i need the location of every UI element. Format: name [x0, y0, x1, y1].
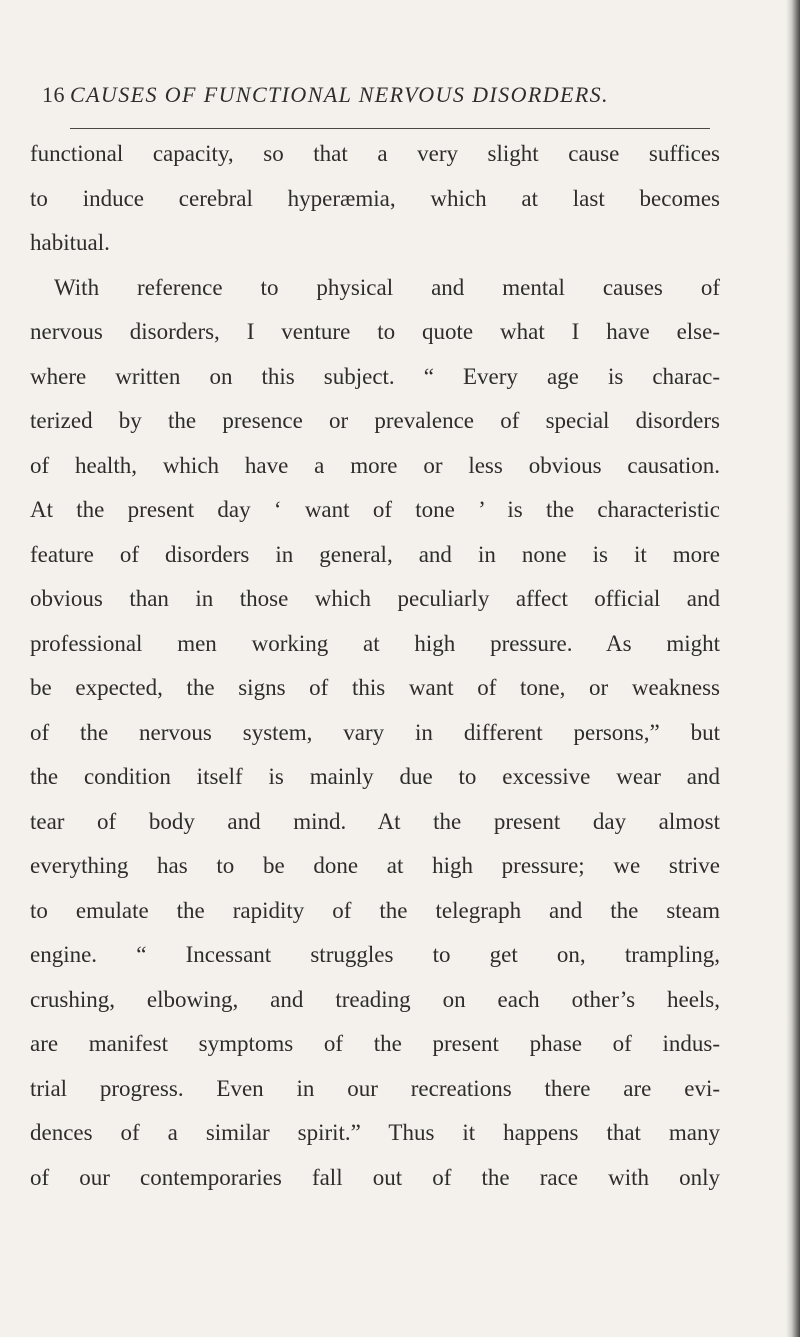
- text-line: to emulate the rapidity of the telegraph and the steam: [30, 897, 720, 923]
- page-edge-shadow: [786, 0, 800, 1337]
- text-line: professional men working at high pressure. As might: [30, 630, 720, 656]
- text-line: be expected, the signs of this want of tone, or weakness: [30, 675, 720, 700]
- text-line: are manifest symptoms of the present phase of indus-: [30, 1031, 720, 1056]
- text-line: everything has to be done at high pressure; we strive: [30, 853, 720, 878]
- text-line: At the present day ‘ want of tone ’ is the characteristic: [30, 497, 720, 522]
- text-line: terized by the presence or prevalence of special disorders: [30, 408, 720, 433]
- text-line: the condition itself is mainly due to excessive wear and: [30, 764, 720, 789]
- text-line: habitual.: [30, 230, 110, 255]
- body-text: [30, 132, 720, 1200]
- text-line: tear of body and mind. At the present day almost: [30, 808, 720, 834]
- text-line: of our contemporaries fall out of the race with only: [30, 1164, 720, 1190]
- text-line: obvious than in those which peculiarly affect official and: [30, 586, 720, 611]
- page-header: [42, 82, 722, 122]
- text-line: to induce cerebral hyperæmia, which at last becomes: [30, 185, 720, 211]
- text-line: dences of a similar spirit.” Thus it happens that many: [30, 1120, 720, 1145]
- text-line: crushing, elbowing, and treading on each other’s heels,: [30, 986, 720, 1012]
- text-line: trial progress. Even in our recreations there are evi-: [30, 1075, 720, 1101]
- text-line: With reference to physical and mental causes of: [54, 274, 720, 300]
- text-line: where written on this subject. “ Every age is charac-: [30, 363, 720, 389]
- text-line: functional capacity, so that a very slight cause suffices: [30, 141, 720, 166]
- text-line: engine. “ Incessant struggles to get on, trampling,: [30, 942, 720, 967]
- page-number: 16: [42, 82, 65, 107]
- text-line: nervous disorders, I venture to quote what I have else-: [30, 319, 720, 344]
- text-line: of the nervous system, vary in different persons,” but: [30, 719, 720, 745]
- text-line: feature of disorders in general, and in none is it more: [30, 541, 720, 567]
- text-line: of health, which have a more or less obvious causation.: [30, 452, 720, 478]
- running-title: CAUSES OF FUNCTIONAL NERVOUS DISORDERS.: [70, 82, 609, 107]
- header-rule: [70, 128, 710, 129]
